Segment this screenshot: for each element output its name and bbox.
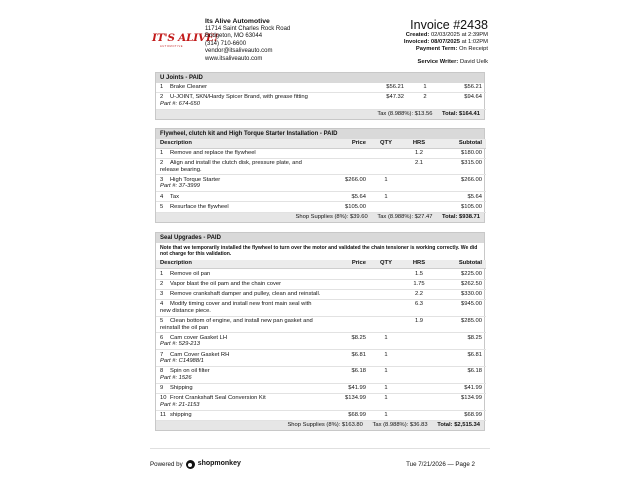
company-email: vendor@itsaliveauto.com <box>205 48 273 55</box>
invoiced-label: Invoiced: <box>403 39 430 46</box>
created-label: Created: <box>405 32 430 38</box>
table-row <box>156 175 486 192</box>
item-price: $56.21 <box>382 83 408 93</box>
col-qty: QTY <box>370 260 402 269</box>
table-row <box>156 383 486 393</box>
company-info <box>205 18 290 64</box>
payment-term-row <box>404 46 488 53</box>
item-qty <box>370 269 402 279</box>
item-description: 10 Front Crankshaft Seal Conversion Kit Part #: 21-1153 <box>156 393 326 410</box>
item-subtotal: $68.99 <box>436 410 486 420</box>
item-qty <box>370 148 402 158</box>
item-description: 2 U-JOINT, SKN/Hardy Spicer Brand, with grease fitting Part #: 674-650 <box>156 93 382 110</box>
footer-divider <box>150 448 490 449</box>
item-subtotal: $6.81 <box>436 350 486 367</box>
section-flywheel <box>155 128 485 223</box>
item-qty <box>370 158 402 175</box>
col-subtotal: Subtotal <box>436 260 486 269</box>
item-hrs: 2.2 <box>402 289 436 299</box>
table-row <box>156 192 486 202</box>
item-description: 11 shipping <box>156 410 326 420</box>
shopmonkey-brand: shopmonkey <box>197 460 241 468</box>
section-title: Seal Upgrades - PAID <box>156 233 484 243</box>
item-description: 5 Clean bottom of engine, and install new pan gasket and reinstall the oil pan <box>156 316 326 333</box>
total-amount: $164.41 <box>459 110 480 117</box>
item-hrs: 1.2 <box>402 148 436 158</box>
col-price: Price <box>326 260 370 269</box>
total-label: Total: <box>442 213 458 220</box>
item-qty: 1 <box>370 393 402 410</box>
section-totals <box>156 421 484 430</box>
table-header-row <box>156 260 486 269</box>
item-subtotal: $41.99 <box>436 383 486 393</box>
item-qty: 1 <box>370 333 402 350</box>
col-subtotal: Subtotal <box>436 139 486 148</box>
tax-amount: Tax (8.988%): $13.56 <box>377 110 433 117</box>
item-price: $5.64 <box>326 192 370 202</box>
item-description: 6 Cam cover Gasket LH Part #: 529-213 <box>156 333 326 350</box>
total-label: Total: <box>437 421 453 428</box>
item-qty: 1 <box>370 350 402 367</box>
table-header-row <box>156 139 486 148</box>
payment-term-value: On Receipt <box>459 46 488 53</box>
item-part-number: Part #: C14988/1 <box>160 358 204 365</box>
item-description: 1 Brake Cleaner <box>156 83 382 93</box>
item-price <box>326 299 370 316</box>
item-description: 1 Remove oil pan <box>156 269 326 279</box>
item-description: 3 High Torque Starter Part #: 37-3999 <box>156 175 326 192</box>
item-price: $8.25 <box>326 333 370 350</box>
total-amount: $938.71 <box>459 213 480 220</box>
table-row <box>156 299 486 316</box>
section-seal-upgrades <box>155 232 485 431</box>
created-value: 02/03/2025 at 2:39PM <box>430 32 488 38</box>
service-writer-row <box>404 59 488 66</box>
item-description: 2 Vapor blast the oil pam and the chain cover <box>156 279 326 289</box>
item-price: $134.99 <box>326 393 370 410</box>
section-title: Flywheel, clutch kit and High Torque Starter Installation - PAID <box>156 129 484 139</box>
col-hrs: HRS <box>402 139 436 148</box>
item-description: 9 Shipping <box>156 383 326 393</box>
item-price <box>326 289 370 299</box>
invoiced-date: 08/07/2025 <box>430 39 460 46</box>
item-qty: 1 <box>370 175 402 192</box>
item-hrs <box>402 383 436 393</box>
item-subtotal: $94.64 <box>442 93 486 110</box>
company-website: www.itsaliveauto.com <box>205 55 263 62</box>
item-description: 4 Tax <box>156 192 326 202</box>
company-address-line2: Bridgeton, MO 63044 <box>205 33 263 40</box>
item-price: $68.99 <box>326 410 370 420</box>
item-part-number: Part #: 1526 <box>160 374 192 381</box>
invoiced-time: at 1:02PM <box>461 39 488 46</box>
created-row <box>404 32 488 39</box>
item-price <box>326 158 370 175</box>
item-hrs: 2.1 <box>402 158 436 175</box>
company-phone: (314) 710-6600 <box>205 40 247 47</box>
payment-term-label: Payment Term: <box>415 46 458 53</box>
item-qty: 2 <box>408 93 442 110</box>
service-writer-value: David Uelk <box>459 58 488 65</box>
table-row <box>156 269 486 279</box>
item-qty <box>370 279 402 289</box>
item-hrs <box>402 202 436 212</box>
item-part-number: Part #: 674-650 <box>160 101 200 108</box>
item-part-number: Part #: 21-1153 <box>160 401 200 408</box>
item-price: $105.00 <box>326 202 370 212</box>
table-row <box>156 367 486 384</box>
total-label: Total: <box>442 110 458 117</box>
item-hrs <box>402 175 436 192</box>
item-hrs <box>402 393 436 410</box>
powered-by-label: Powered by <box>150 460 183 468</box>
logo-subtext: AUTOMOTIVE <box>160 45 184 48</box>
item-price <box>326 316 370 333</box>
shop-supplies: Shop Supplies (8%): $163.80 <box>287 421 363 428</box>
page-footer <box>150 460 475 469</box>
item-subtotal: $262.50 <box>436 279 486 289</box>
tax-amount: Tax (8.988%): $27.47 <box>377 213 433 220</box>
item-price <box>326 269 370 279</box>
col-description: Description <box>156 139 326 148</box>
item-subtotal: $285.00 <box>436 316 486 333</box>
company-logo <box>152 30 219 50</box>
col-qty: QTY <box>370 139 402 148</box>
item-subtotal: $180.00 <box>436 148 486 158</box>
table-row <box>156 148 486 158</box>
item-qty: 1 <box>370 192 402 202</box>
item-price <box>326 148 370 158</box>
page-date-number: Tue 7/21/2026 — Page 2 <box>406 460 475 468</box>
service-writer-label: Service Writer: <box>417 58 459 65</box>
table-row <box>156 316 486 333</box>
item-hrs <box>402 350 436 367</box>
item-hrs <box>402 192 436 202</box>
item-price: $266.00 <box>326 175 370 192</box>
col-hrs: HRS <box>402 260 436 269</box>
item-hrs <box>402 367 436 384</box>
total-amount: $2,515.34 <box>454 421 480 428</box>
invoice-title: Invoice #2438 <box>410 18 488 32</box>
item-qty <box>370 202 402 212</box>
line-items-table <box>156 139 486 213</box>
item-price: $47.32 <box>382 93 408 110</box>
item-hrs <box>402 410 436 420</box>
item-subtotal: $225.00 <box>436 269 486 279</box>
item-subtotal: $315.00 <box>436 158 486 175</box>
table-row <box>156 410 486 420</box>
item-qty <box>370 316 402 333</box>
invoiced-row <box>404 39 488 46</box>
line-items-table <box>156 83 486 110</box>
tax-amount: Tax (8.988%): $36.83 <box>372 421 428 428</box>
logo-text: IT'S ALIVE! <box>152 32 219 44</box>
table-row <box>156 83 486 93</box>
item-qty: 1 <box>408 83 442 93</box>
line-items-table <box>156 260 486 421</box>
item-hrs: 6.3 <box>402 299 436 316</box>
item-qty: 1 <box>370 383 402 393</box>
item-part-number: Part #: 37-3999 <box>160 183 200 190</box>
item-description: 1 Remove and replace the flywheel <box>156 148 326 158</box>
section-totals <box>156 110 484 119</box>
col-description: Description <box>156 260 326 269</box>
item-subtotal: $56.21 <box>442 83 486 93</box>
section-ujoints <box>155 72 485 120</box>
col-price: Price <box>326 139 370 148</box>
item-description: 5 Resurface the flywheel <box>156 202 326 212</box>
table-row <box>156 350 486 367</box>
item-subtotal: $6.18 <box>436 367 486 384</box>
invoice-meta <box>404 18 488 66</box>
item-subtotal: $330.00 <box>436 289 486 299</box>
table-row <box>156 289 486 299</box>
item-part-number: Part #: 529-213 <box>160 341 200 348</box>
item-description: 3 Remove crankshaft damper and pulley, clean and reinstall. <box>156 289 326 299</box>
company-address-line1: 11714 Saint Charles Rock Road <box>205 25 291 32</box>
company-name: Its Alive Automotive <box>205 18 270 25</box>
table-row <box>156 93 486 110</box>
item-price: $41.99 <box>326 383 370 393</box>
table-row <box>156 202 486 212</box>
item-subtotal: $945.00 <box>436 299 486 316</box>
item-qty <box>370 299 402 316</box>
item-qty <box>370 289 402 299</box>
item-price <box>326 279 370 289</box>
item-hrs <box>402 333 436 350</box>
item-subtotal: $134.99 <box>436 393 486 410</box>
item-qty: 1 <box>370 410 402 420</box>
item-hrs: 1.9 <box>402 316 436 333</box>
section-title: U Joints - PAID <box>156 73 484 83</box>
shopmonkey-logo-icon <box>186 460 195 469</box>
table-row <box>156 158 486 175</box>
item-price: $6.18 <box>326 367 370 384</box>
item-subtotal: $105.00 <box>436 202 486 212</box>
item-hrs: 1.75 <box>402 279 436 289</box>
item-description: 8 Spin on oil filter Part #: 1526 <box>156 367 326 384</box>
section-note: Note that we temporarily installed the flywheel to turn over the motor and validated the chain tensioner is working correctly. We did not charge for this validation. <box>160 245 478 258</box>
powered-by <box>150 460 241 469</box>
shop-supplies: Shop Supplies (8%): $39.60 <box>295 213 368 220</box>
item-qty: 1 <box>370 367 402 384</box>
section-totals <box>156 213 484 222</box>
table-row <box>156 333 486 350</box>
item-subtotal: $8.25 <box>436 333 486 350</box>
table-row <box>156 393 486 410</box>
item-price: $6.81 <box>326 350 370 367</box>
item-description: 4 Modify timing cover and install new front main seal with new distance piece. <box>156 299 326 316</box>
item-description: 7 Cam Cover Gasket RH Part #: C14988/1 <box>156 350 326 367</box>
item-hrs: 1.5 <box>402 269 436 279</box>
item-subtotal: $266.00 <box>436 175 486 192</box>
table-row <box>156 279 486 289</box>
item-subtotal: $5.64 <box>436 192 486 202</box>
item-description: 2 Align and install the clutch disk, pressure plate, and release bearing. <box>156 158 326 175</box>
